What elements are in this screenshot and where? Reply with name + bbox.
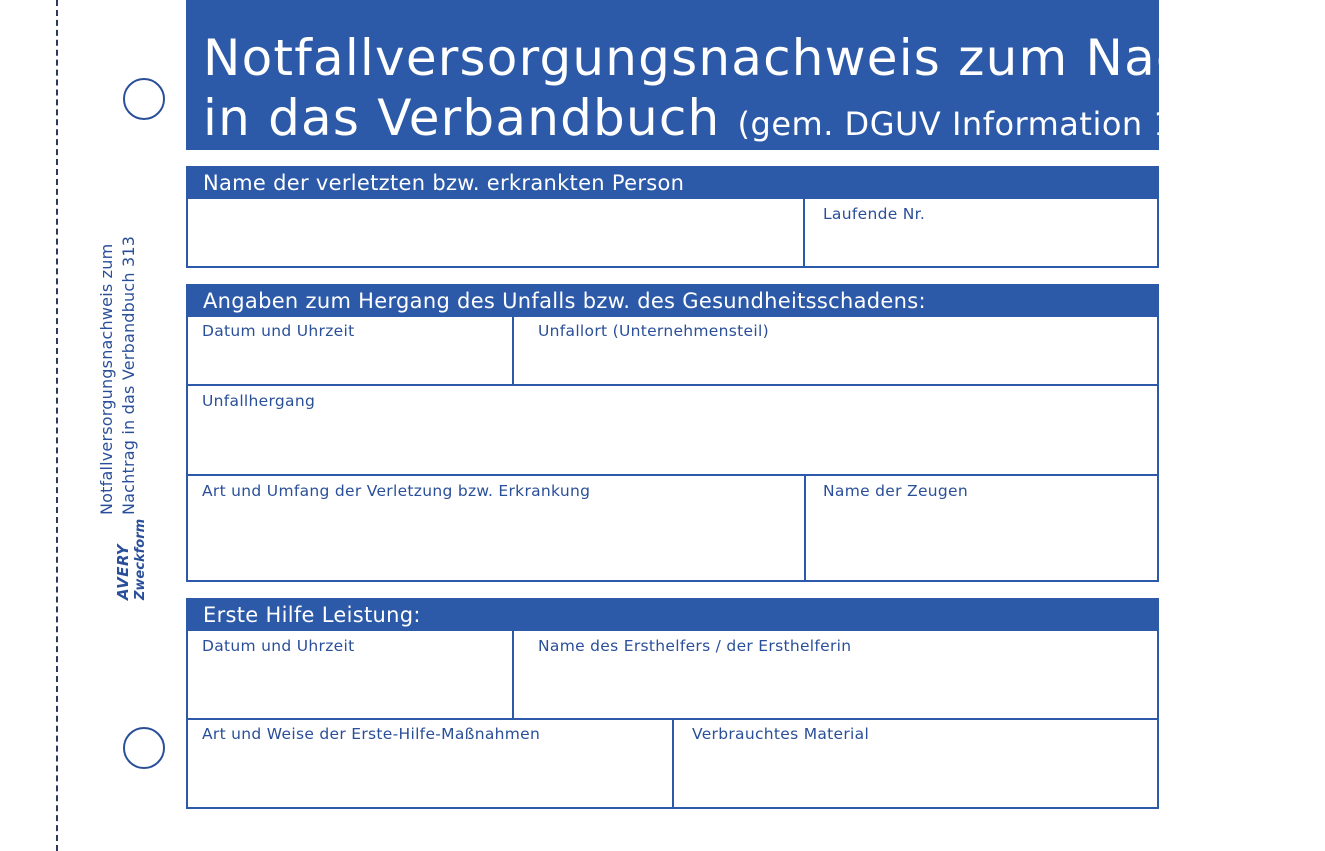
- divider: [672, 718, 674, 809]
- title-banner: [186, 0, 1325, 150]
- avery-zweckform-logo: [110, 520, 162, 600]
- section-header-erste-hilfe: Erste Hilfe Leistung:: [186, 598, 1159, 630]
- section-header-person: Name der verletzten bzw. erkrankten Person: [186, 166, 1159, 198]
- field-label-art-weise: Art und Weise der Erste-Hilfe-Maßnahmen: [202, 725, 541, 743]
- divider: [512, 315, 514, 386]
- form-title-line2: [203, 88, 1188, 154]
- field-label-ersthelfer: Name des Ersthelfers / der Ersthelferin: [538, 637, 852, 655]
- field-label-datum-hilfe: Datum und Uhrzeit: [202, 637, 355, 655]
- divider: [186, 384, 1159, 386]
- side-caption-line1: Notfallversorgungsnachweis zum: [97, 243, 116, 515]
- field-label-unfallhergang: Unfallhergang: [202, 392, 316, 410]
- punch-hole-bottom: [123, 727, 165, 769]
- field-label-datum-unfall: Datum und Uhrzeit: [202, 322, 355, 340]
- field-label-zeugen: Name der Zeugen: [823, 482, 969, 500]
- logo-brand: AVERY: [114, 544, 132, 600]
- form-title-line2-text: in das Verbandbuch: [203, 89, 721, 147]
- divider: [804, 474, 806, 582]
- divider: [512, 629, 514, 720]
- form-title-subtitle: (gem. DGUV Information 1): [737, 105, 1188, 143]
- form-title-line1: Notfallversorgungsnachweis zum Nachtrag: [203, 29, 1325, 87]
- side-caption-line2: Nachtrag in das Verbandbuch 313: [119, 235, 138, 515]
- divider: [186, 474, 1159, 476]
- person-box: [186, 197, 1159, 268]
- logo-sub: Zweckform: [133, 518, 148, 600]
- section-header-hergang: Angaben zum Hergang des Unfalls bzw. des Gesundheitsschadens:: [186, 284, 1159, 316]
- field-label-art-umfang: Art und Umfang der Verletzung bzw. Erkrankung: [202, 482, 591, 500]
- field-label-unfallort: Unfallort (Unternehmensteil): [538, 322, 769, 340]
- field-label-material: Verbrauchtes Material: [692, 725, 870, 743]
- field-label-laufende-nr: Laufende Nr.: [823, 205, 926, 223]
- hergang-box: [186, 315, 1159, 582]
- punch-hole-top: [123, 78, 165, 120]
- perforation-line: [56, 0, 58, 851]
- divider: [803, 197, 805, 268]
- side-caption: [96, 236, 140, 515]
